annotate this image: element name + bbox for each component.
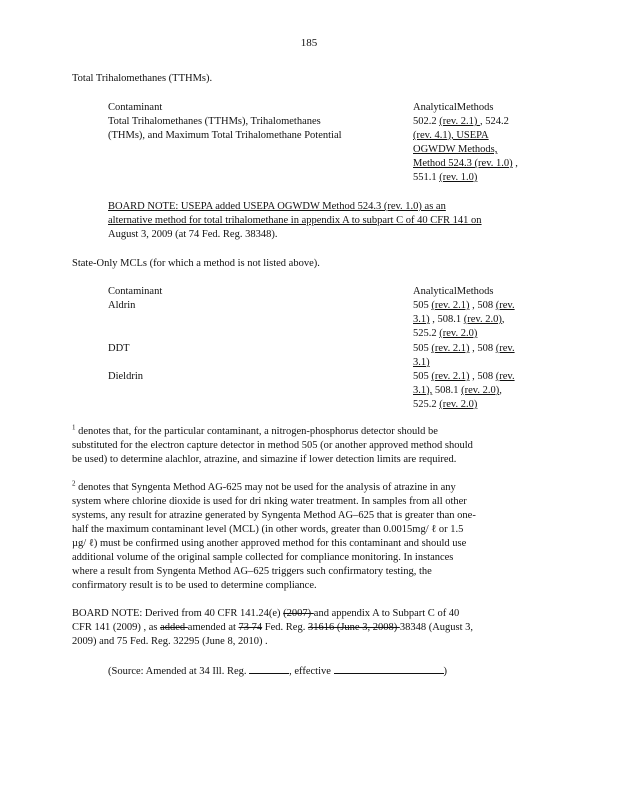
contaminant-header: Contaminant <box>108 102 163 113</box>
contaminant-name-line: Total Trihalomethanes (TTHMs), Trihalomethanes <box>108 116 321 127</box>
effective-date-blank <box>334 663 444 674</box>
method-line: 3.1) <box>413 357 430 368</box>
source-citation: (Source: Amended at 34 Ill. Reg. , effective ) <box>108 663 447 679</box>
footnote-2: $^2$ denotes that Syngenta Method AG-625 may not be used for the analysis of atrazine in any <box>72 479 456 493</box>
footnote-2: system where chlorine dioxide is used for dri nking water treatment. In samples from all other <box>72 496 467 507</box>
footnote-2: µg/ ℓ) must be confirmed using another approved method for this contaminant and should use <box>72 538 467 549</box>
method-line: 505 (rev. 2.1) , 508 (rev. <box>413 371 515 382</box>
method-line: 551.1 (rev. 1.0) <box>413 172 478 183</box>
method-line: 505 (rev. 2.1) , 508 (rev. <box>413 300 515 311</box>
method-line: 3.1) , 508.1 (rev. 2.0), <box>413 314 505 325</box>
footnote-1: $^1$ denotes that, for the particular contaminant, a nitrogen-phosphorus detector should be <box>72 423 438 437</box>
method-line: 525.2 (rev. 2.0) <box>413 328 478 339</box>
method-line: 3.1), 508.1 (rev. 2.0), <box>413 385 502 396</box>
board-note-line: alternative method for total trihalomethane in appendix A to subpart C of 40 CFR 141 on <box>108 215 482 226</box>
board-note-line: BOARD NOTE: USEPA added USEPA OGWDW Method 524.3 (rev. 1.0) as an <box>108 201 446 212</box>
board-note-line: August 3, 2009 (at 74 Fed. Reg. 38348). <box>108 229 278 240</box>
method-line: 502.2 (rev. 2.1) , 524.2 <box>413 116 509 127</box>
footnote-1: be used) to determine alachlor, atrazine, and simazine if lower detection limits are required. <box>72 454 457 465</box>
contaminant-header: Contaminant <box>108 286 163 297</box>
contaminant-ddt: DDT <box>108 343 130 354</box>
footnote-mark: 2 <box>72 479 76 488</box>
footnote-2: confirmatory result is to be used to determine compliance. <box>72 580 317 591</box>
board-note-source: CFR 141 (2009) , as added amended at 73 74 Fed. Reg. 31616 (June 3, 2008) 38348 (August 3, <box>72 622 474 633</box>
section-heading-state-only: State-Only MCLs (for which a method is not listed above). <box>72 258 320 269</box>
board-note-source: BOARD NOTE: Derived from 40 CFR 141.24(e) (2007) and appendix A to Subpart C of 40 <box>72 608 460 619</box>
footnote-2: additional volume of the original sample collected for compliance monitoring. In instances <box>72 552 454 563</box>
footnote-2: half the maximum contaminant level (MCL) (in other words, greater than 0.0015mg/ ℓ or 1.5 <box>72 524 464 535</box>
method-line: 505 (rev. 2.1) , 508 (rev. <box>413 343 515 354</box>
board-note-source: 2009) and 75 Fed. Reg. 32295 (June 8, 2010) . <box>72 636 268 647</box>
method-line: (rev. 4.1), USEPA <box>413 130 489 141</box>
method-line: Method 524.3 (rev. 1.0) , <box>413 158 518 169</box>
methods-header: AnalyticalMethods <box>413 286 494 297</box>
footnote-2: where a result from Syngenta Method AG–625 triggers such confirmatory testing, the <box>72 566 432 577</box>
page-number: 185 <box>300 37 318 49</box>
footnote-mark: 1 <box>72 423 76 432</box>
contaminant-dieldrin: Dieldrin <box>108 371 143 382</box>
method-line: OGWDW Methods, <box>413 144 498 155</box>
method-line: 525.2 (rev. 2.0) <box>413 399 478 410</box>
contaminant-name-line: (THMs), and Maximum Total Trihalomethane Potential <box>108 130 342 141</box>
section-heading-tthms: Total Trihalomethanes (TTHMs). <box>72 73 213 84</box>
footnote-2: systems, any result for atrazine generated by Syngenta Method AG–625 that is greater than one- <box>72 510 476 521</box>
contaminant-aldrin: Aldrin <box>108 300 136 311</box>
methods-header: AnalyticalMethods <box>413 102 494 113</box>
register-page-blank <box>249 663 289 674</box>
footnote-1: substituted for the electron capture detector in method 505 (or another approved method should <box>72 440 473 451</box>
